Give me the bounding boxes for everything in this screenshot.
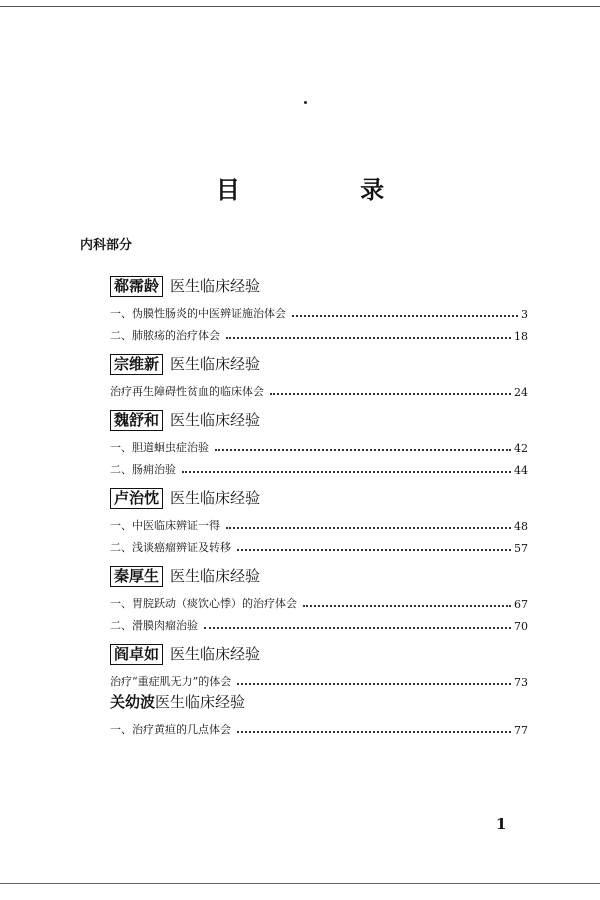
- author-heading: [110, 641, 528, 667]
- table-of-contents: [110, 273, 528, 737]
- author-name: 卢治忱: [110, 488, 163, 509]
- page-title: 目 录: [215, 176, 441, 204]
- author-suffix: 医生临床经验: [170, 410, 261, 429]
- toc-entry-title: 二、浅谈癌瘤辨证及转移: [110, 541, 231, 554]
- author-name: 郗霈龄: [110, 276, 163, 297]
- toc-entry-title: 二、肠痈治验: [110, 463, 176, 476]
- toc-entry-page: 42: [514, 442, 528, 455]
- toc-entry-title: 一、胃脘跃动（痰饮心悸）的治疗体会: [110, 597, 297, 610]
- dot-leader: [303, 605, 511, 607]
- toc-entry-page: 3: [521, 308, 528, 321]
- toc-entry-page: 48: [514, 520, 528, 533]
- toc-entry[interactable]: [110, 715, 528, 737]
- dot-leader: [237, 549, 511, 551]
- toc-entry-title: 治疗“重症肌无力”的体会: [110, 675, 232, 688]
- toc-entry-title: 一、中医临床辨证一得: [110, 519, 220, 532]
- dot-leader: [237, 731, 511, 733]
- author-name: 宗维新: [110, 354, 163, 375]
- toc-entry[interactable]: [110, 611, 528, 633]
- dot-leader: [204, 627, 511, 629]
- toc-entry-title: 一、胆道蛔虫症治验: [110, 441, 209, 454]
- toc-entry-page: 73: [514, 676, 528, 689]
- dot-leader: [226, 337, 511, 339]
- author-heading: [110, 563, 528, 589]
- author-heading: [110, 407, 528, 433]
- dot-leader: [215, 449, 511, 451]
- author-heading: [110, 351, 528, 377]
- toc-entry[interactable]: [110, 299, 528, 321]
- toc-entry-page: 70: [514, 620, 528, 633]
- toc-entry-page: 18: [514, 330, 528, 343]
- toc-entry-page: 44: [514, 464, 528, 477]
- author-suffix: 医生临床经验: [170, 644, 261, 663]
- toc-entry[interactable]: [110, 533, 528, 555]
- toc-entry-title: 一、治疗黄疸的几点体会: [110, 723, 231, 736]
- toc-entry-title: 二、滑膜肉瘤治验: [110, 619, 198, 632]
- author-name: 秦厚生: [110, 566, 163, 587]
- page-number: 1: [496, 815, 507, 833]
- print-speck: [304, 101, 307, 104]
- toc-entry-page: 24: [514, 386, 528, 399]
- dot-leader: [226, 527, 511, 529]
- toc-entry[interactable]: [110, 511, 528, 533]
- author-name: 魏舒和: [110, 410, 163, 431]
- toc-entry-title: 治疗再生障碍性贫血的临床体会: [110, 385, 264, 398]
- toc-entry[interactable]: [110, 589, 528, 611]
- dot-leader: [270, 393, 511, 395]
- dot-leader: [182, 471, 511, 473]
- toc-entry[interactable]: [110, 377, 528, 399]
- top-edge-rule: [0, 6, 600, 7]
- author-suffix: 医生临床经验: [170, 354, 261, 373]
- author-suffix: 医生临床经验: [170, 488, 261, 507]
- author-name: 关幼波: [110, 692, 156, 711]
- author-heading: [110, 485, 528, 511]
- toc-entry-page: 67: [514, 598, 528, 611]
- toc-entry-page: 77: [514, 724, 528, 737]
- bottom-edge-rule: [0, 883, 600, 884]
- dot-leader: [237, 683, 511, 685]
- toc-entry[interactable]: [110, 667, 528, 689]
- toc-entry-title: 一、伪膜性肠炎的中医辨证施治体会: [110, 307, 286, 320]
- toc-entry-page: 57: [514, 542, 528, 555]
- section-heading: 内科部分: [80, 238, 133, 253]
- author-name: 阎卓如: [110, 644, 163, 665]
- toc-entry[interactable]: [110, 433, 528, 455]
- toc-entry-title: 二、肺脓疡的治疗体会: [110, 329, 220, 342]
- toc-entry[interactable]: [110, 455, 528, 477]
- author-suffix: 医生临床经验: [170, 276, 261, 295]
- author-heading: [110, 273, 528, 299]
- author-suffix: 医生临床经验: [155, 692, 246, 711]
- author-suffix: 医生临床经验: [170, 566, 261, 585]
- toc-entry[interactable]: [110, 321, 528, 343]
- author-heading: [110, 689, 528, 715]
- dot-leader: [292, 315, 518, 317]
